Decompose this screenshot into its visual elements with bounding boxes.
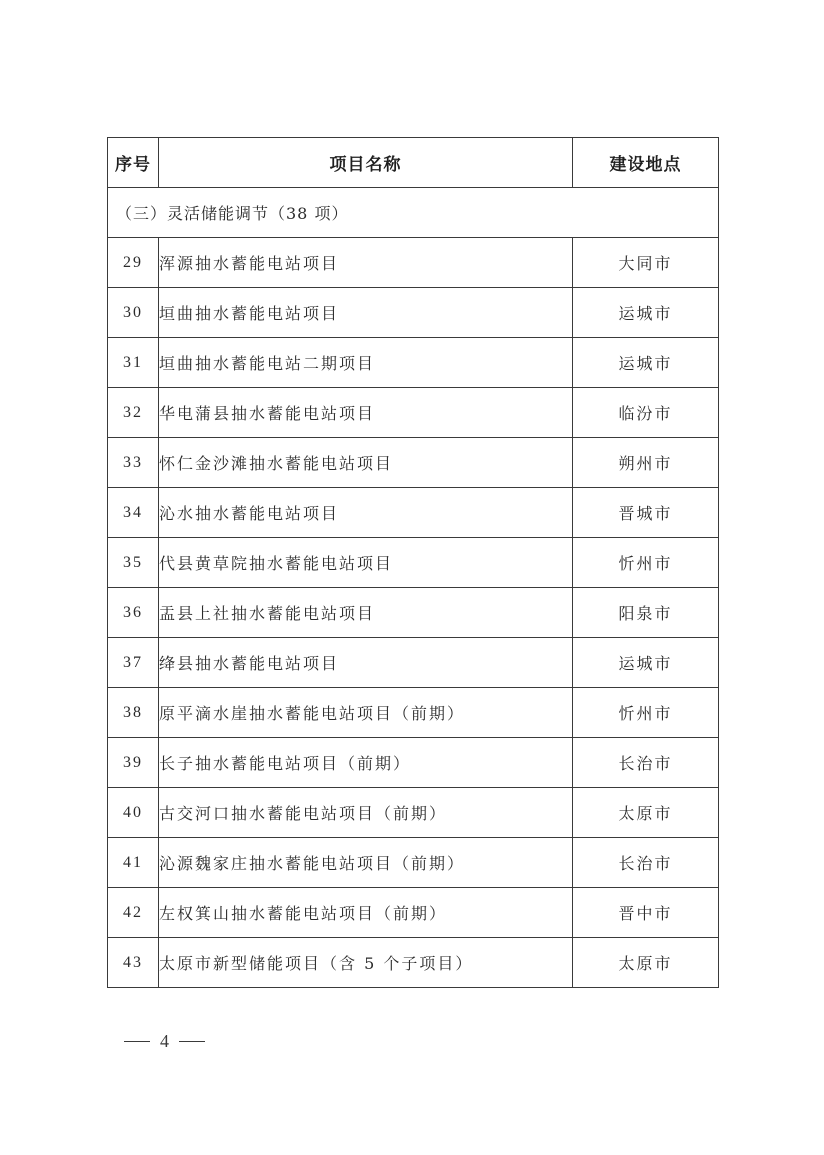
table-row (108, 338, 719, 388)
table-row (108, 288, 719, 338)
table-row (108, 638, 719, 688)
row-serial-no: 40 (108, 788, 159, 838)
row-location: 忻州市 (573, 538, 719, 588)
row-project-name: 绛县抽水蓄能电站项目 (159, 638, 573, 688)
table-row (108, 888, 719, 938)
row-project-name: 垣曲抽水蓄能电站二期项目 (159, 338, 573, 388)
row-serial-no: 36 (108, 588, 159, 638)
row-location: 临汾市 (573, 388, 719, 438)
row-project-name: 古交河口抽水蓄能电站项目（前期） (159, 788, 573, 838)
table-row (108, 938, 719, 988)
footer-dash-left (124, 1041, 150, 1042)
section-title: （三）灵活储能调节（38 项） (108, 188, 719, 238)
row-location: 太原市 (573, 788, 719, 838)
row-serial-no: 37 (108, 638, 159, 688)
row-project-name: 怀仁金沙滩抽水蓄能电站项目 (159, 438, 573, 488)
row-serial-no: 39 (108, 738, 159, 788)
row-serial-no: 41 (108, 838, 159, 888)
row-location: 朔州市 (573, 438, 719, 488)
page-footer (124, 1031, 205, 1052)
row-location: 运城市 (573, 288, 719, 338)
row-location: 晋城市 (573, 488, 719, 538)
row-project-name: 太原市新型储能项目（含 5 个子项目） (159, 938, 573, 988)
row-location: 晋中市 (573, 888, 719, 938)
row-project-name: 长子抽水蓄能电站项目（前期） (159, 738, 573, 788)
row-serial-no: 29 (108, 238, 159, 288)
row-serial-no: 34 (108, 488, 159, 538)
header-serial-no: 序号 (108, 138, 159, 188)
row-serial-no: 32 (108, 388, 159, 438)
table-header-row (108, 138, 719, 188)
row-project-name: 浑源抽水蓄能电站项目 (159, 238, 573, 288)
header-project-name: 项目名称 (159, 138, 573, 188)
row-serial-no: 33 (108, 438, 159, 488)
table-row (108, 588, 719, 638)
table-row (108, 538, 719, 588)
row-location: 忻州市 (573, 688, 719, 738)
table-row (108, 388, 719, 438)
row-project-name: 沁水抽水蓄能电站项目 (159, 488, 573, 538)
project-table (107, 137, 719, 988)
row-project-name: 华电蒲县抽水蓄能电站项目 (159, 388, 573, 438)
table-row (108, 238, 719, 288)
row-project-name: 沁源魏家庄抽水蓄能电站项目（前期） (159, 838, 573, 888)
table-row (108, 738, 719, 788)
row-serial-no: 43 (108, 938, 159, 988)
row-serial-no: 31 (108, 338, 159, 388)
row-serial-no: 30 (108, 288, 159, 338)
table-row (108, 688, 719, 738)
row-project-name: 垣曲抽水蓄能电站项目 (159, 288, 573, 338)
row-location: 大同市 (573, 238, 719, 288)
row-project-name: 原平滴水崖抽水蓄能电站项目（前期） (159, 688, 573, 738)
row-location: 长治市 (573, 838, 719, 888)
row-location: 太原市 (573, 938, 719, 988)
table-row (108, 488, 719, 538)
row-project-name: 左权箕山抽水蓄能电站项目（前期） (159, 888, 573, 938)
row-project-name: 代县黄草院抽水蓄能电站项目 (159, 538, 573, 588)
section-row (108, 188, 719, 238)
table-row (108, 788, 719, 838)
footer-dash-right (179, 1041, 205, 1042)
header-location: 建设地点 (573, 138, 719, 188)
row-project-name: 盂县上社抽水蓄能电站项目 (159, 588, 573, 638)
row-location: 运城市 (573, 338, 719, 388)
page-number: 4 (160, 1031, 169, 1051)
row-serial-no: 42 (108, 888, 159, 938)
row-location: 长治市 (573, 738, 719, 788)
row-serial-no: 38 (108, 688, 159, 738)
table-row (108, 838, 719, 888)
row-location: 运城市 (573, 638, 719, 688)
table-row (108, 438, 719, 488)
row-serial-no: 35 (108, 538, 159, 588)
row-location: 阳泉市 (573, 588, 719, 638)
